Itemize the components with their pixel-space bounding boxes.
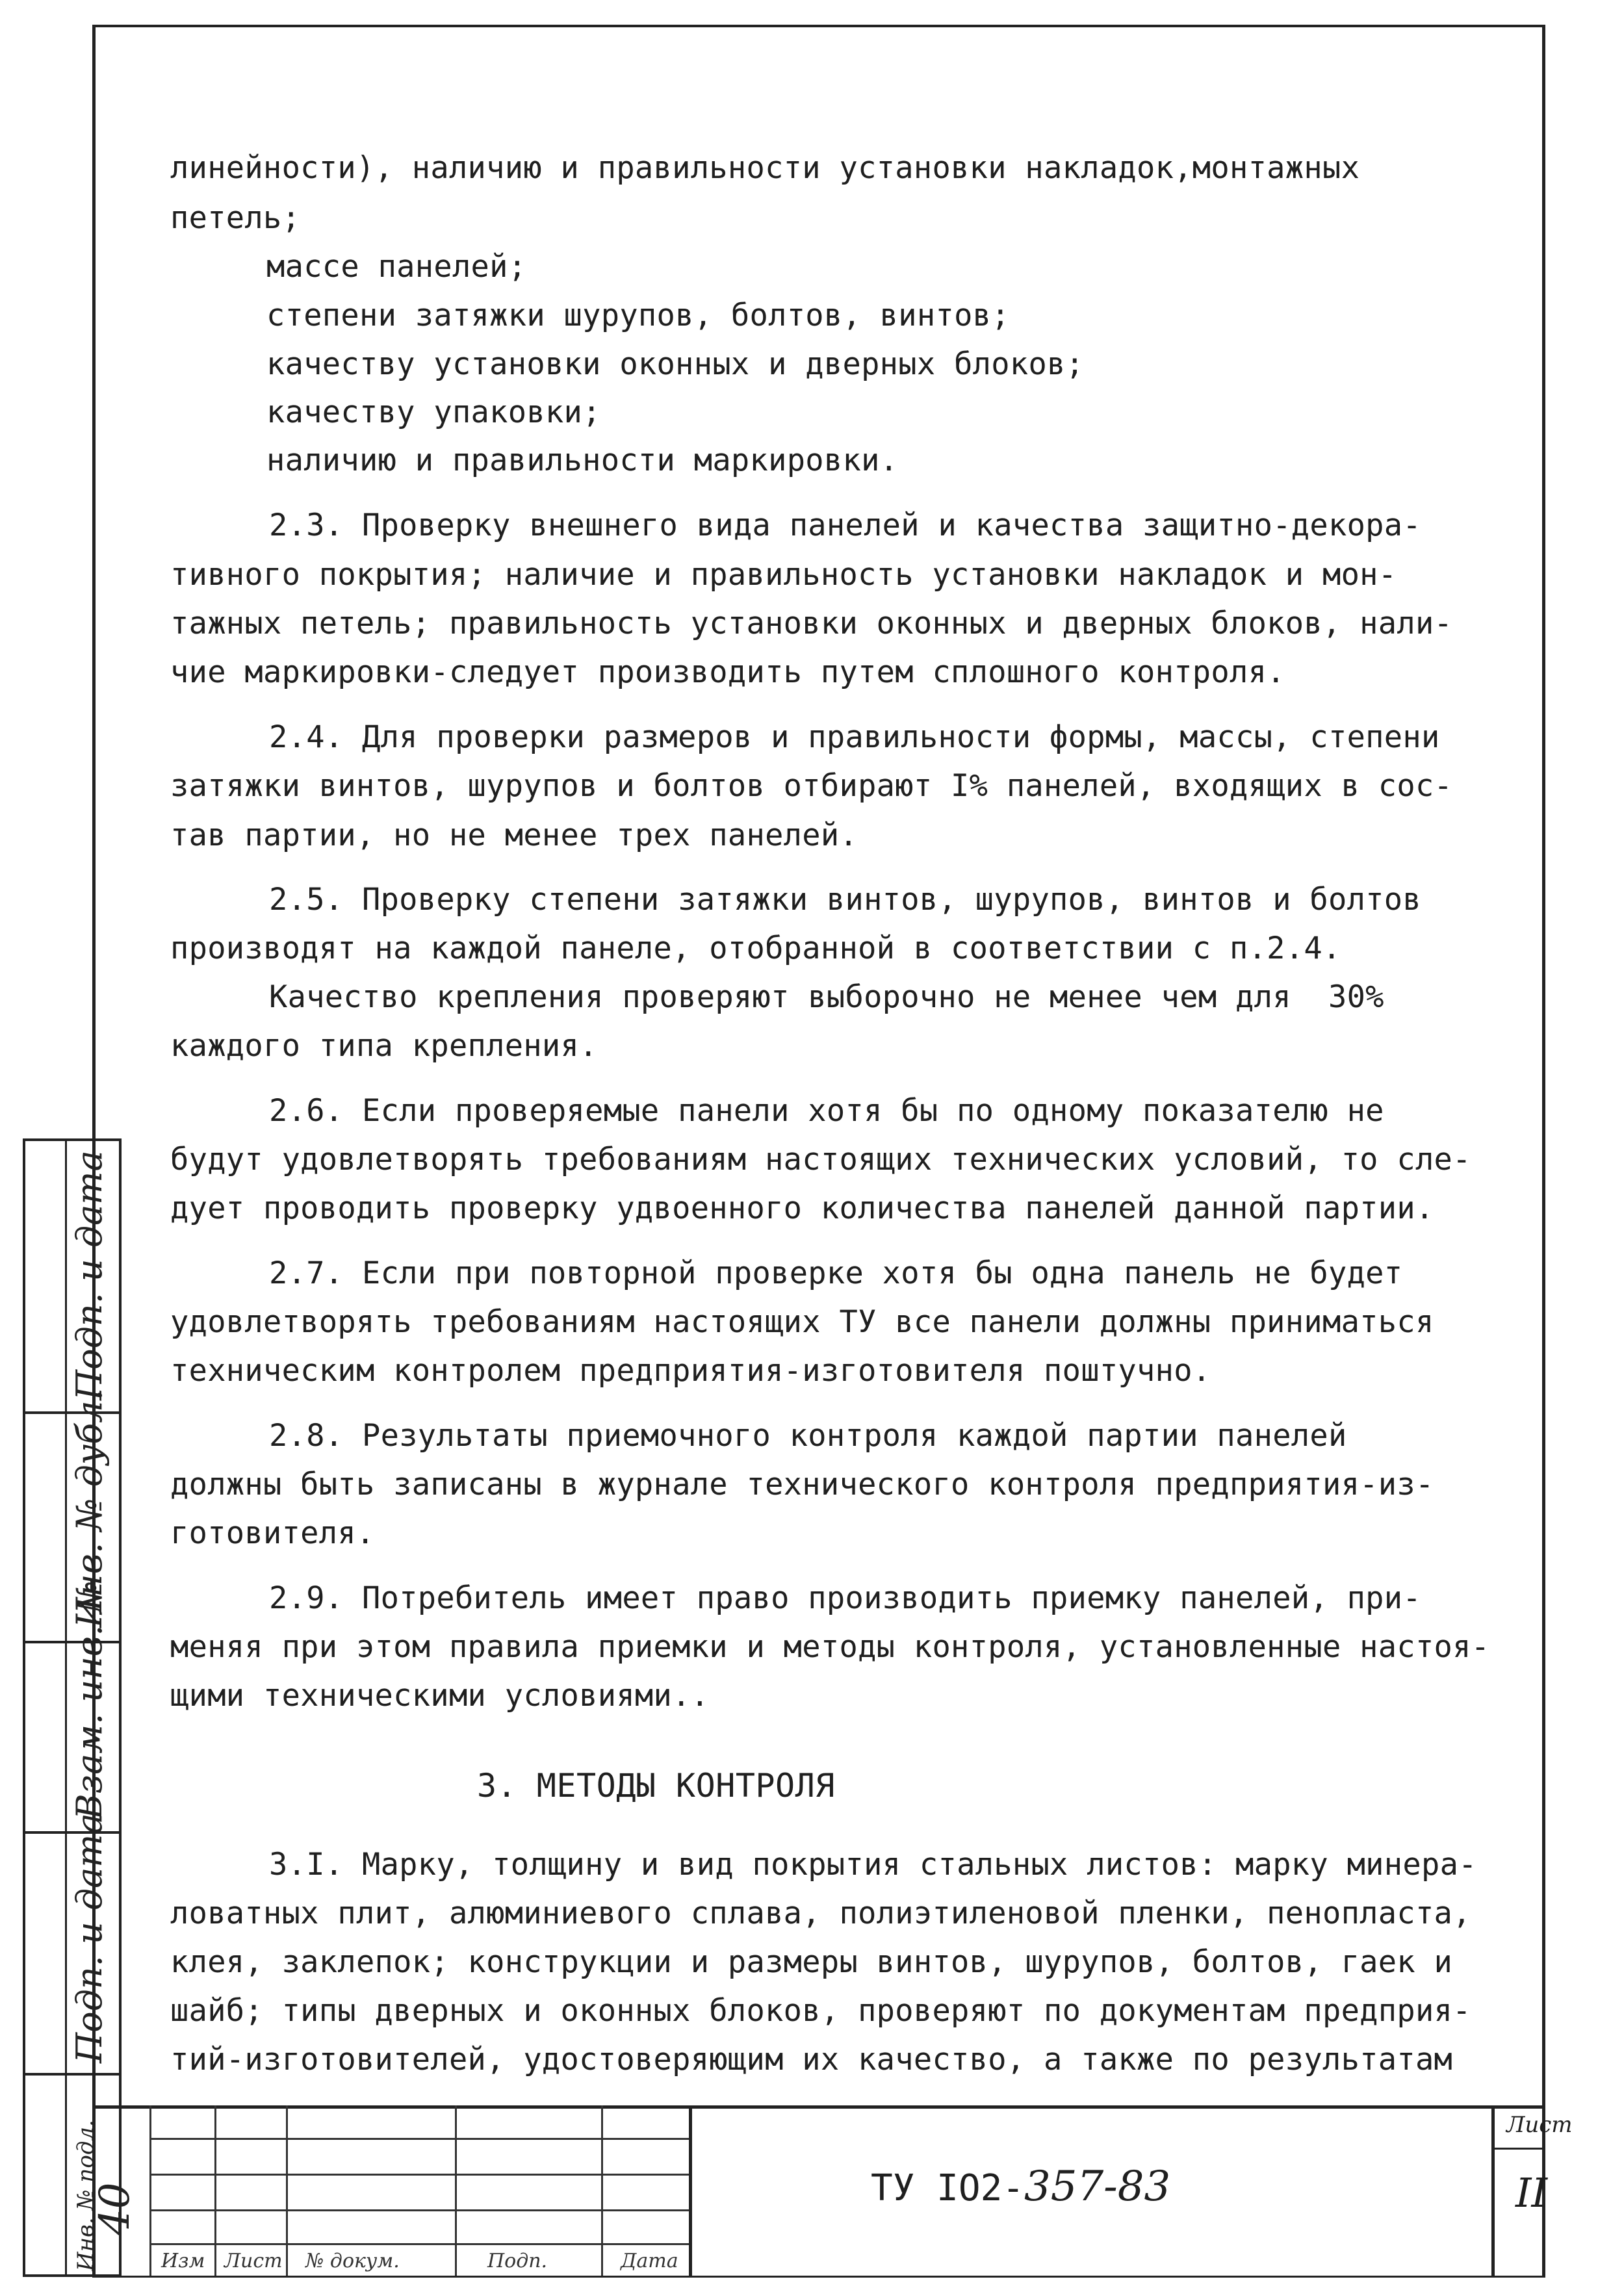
stamp-col-signature: Подп. — [487, 2250, 548, 2272]
text-line: тий-изготовителей, удостоверяющим их качество, а также по результатам — [170, 2042, 1453, 2077]
margin-label-signature-date-bottom: Подп. и дата — [69, 1813, 110, 2063]
margin-label-replaced-inventory: Взам. инв. № — [69, 1580, 110, 1819]
text-line: 2.3. Проверку внешнего вида панелей и качества защитно-декора- — [269, 508, 1421, 543]
text-line: производят на каждой панеле, отобранной в соответствии с п.2.4. — [170, 931, 1341, 966]
stamp-top-border — [92, 2105, 1545, 2109]
text-line: качеству установки оконных и дверных блоков; — [266, 346, 1085, 382]
stamp-col-date: Дата — [621, 2250, 678, 2272]
text-line: 2.5. Проверку степени затяжки винтов, шурупов, винтов и болтов — [269, 882, 1421, 918]
text-line: меняя при этом правила приемки и методы контроля, установленные настоя- — [170, 1629, 1490, 1665]
text-line: массе панелей; — [266, 249, 527, 285]
sheet-label: Лист — [1506, 2112, 1573, 2138]
text-line: готовителя. — [170, 1515, 375, 1551]
margin-inventory-number: 40 — [91, 2182, 139, 2235]
stamp-col-doc-number: № докум. — [305, 2250, 400, 2272]
text-line: 2.4. Для проверки размеров и правильности формы, массы, степени — [269, 719, 1440, 755]
page-bottom-border — [92, 2276, 1545, 2278]
margin-label-original-inventory: Инв. № подл. — [73, 2120, 99, 2271]
text-line: удовлетворять требованиям настоящих ТУ все панели должны приниматься — [170, 1304, 1434, 1340]
text-line: 3.I. Марку, толщину и вид покрытия стальных листов: марку минера- — [269, 1847, 1477, 1883]
text-line: чие маркировки-следует производить путем сплошного контроля. — [170, 654, 1285, 690]
text-line: будут удовлетворять требованиям настоящих технических условий, то сле- — [170, 1142, 1471, 1177]
text-line: петель; — [170, 200, 301, 236]
document-code-handwritten: 357-83 — [1024, 2163, 1171, 2211]
text-line: качеству упаковки; — [266, 394, 601, 430]
text-line: степени затяжки шурупов, болтов, винтов; — [266, 298, 1010, 333]
text-line: каждого типа крепления. — [170, 1028, 598, 1064]
text-line: 2.7. Если при повторной проверке хотя бы одна панель не будет — [269, 1255, 1403, 1291]
sheet-number: II — [1515, 2169, 1547, 2217]
stamp-col-change: Изм — [161, 2250, 205, 2272]
stamp-separator — [689, 2105, 692, 2277]
text-line: тивного покрытия; наличие и правильность установки накладок и мон- — [170, 557, 1397, 593]
text-line: Качество крепления проверяют выборочно не менее чем для 30% — [269, 979, 1384, 1015]
text-line: наличию и правильности маркировки. — [266, 443, 899, 478]
text-line: тажных петель; правильность установки оконных и дверных блоков, нали- — [170, 606, 1453, 641]
text-line: линейности), наличию и правильности установки накладок,монтажных — [170, 150, 1360, 186]
text-line: ловатных плит, алюминиевого сплава, полиэтиленовой пленки, пенопласта, — [170, 1896, 1471, 1931]
text-line: шайб; типы дверных и оконных блоков, проверяют по документам предприя- — [170, 1993, 1471, 2029]
text-line: 2.6. Если проверяемые панели хотя бы по одному показателю не — [269, 1093, 1384, 1129]
text-line: 2.9. Потребитель имеет право производить приемку панелей, при- — [269, 1580, 1421, 1616]
stamp-col-sheet: Лист — [224, 2250, 283, 2272]
text-line: тав партии, но не менее трех панелей. — [170, 817, 858, 853]
text-line: должны быть записаны в журнале технического контроля предприятия-из- — [170, 1467, 1434, 1502]
sheet-box — [1491, 2105, 1495, 2277]
margin-label-signature-date-top: Подп. и дата — [69, 1150, 110, 1400]
document-code-printed: ТУ IO2- — [871, 2167, 1025, 2209]
margin-label-dup-inventory: Инв. № дубл. — [69, 1389, 110, 1628]
margin-strip-divider — [65, 1138, 67, 2277]
text-line: затяжки винтов, шурупов и болтов отбирают I% панелей, входящих в сос- — [170, 768, 1453, 804]
document-code — [871, 2163, 1170, 2211]
text-line: щими техническими условиями.. — [170, 1678, 710, 1714]
text-line: дует проводить проверку удвоенного количества панелей данной партии. — [170, 1190, 1434, 1226]
text-line: клея, заклепок; конструкции и размеры винтов, шурупов, болтов, гаек и — [170, 1944, 1453, 1980]
text-line: 2.8. Результаты приемочного контроля каждой партии панелей — [269, 1418, 1347, 1454]
margin-strip-row-divider — [23, 2073, 122, 2076]
section-heading: 3. МЕТОДЫ КОНТРОЛЯ — [477, 1767, 835, 1805]
sheet-box-divider — [1491, 2148, 1545, 2150]
text-line: техническим контролем предприятия-изготовителя поштучно. — [170, 1353, 1211, 1389]
